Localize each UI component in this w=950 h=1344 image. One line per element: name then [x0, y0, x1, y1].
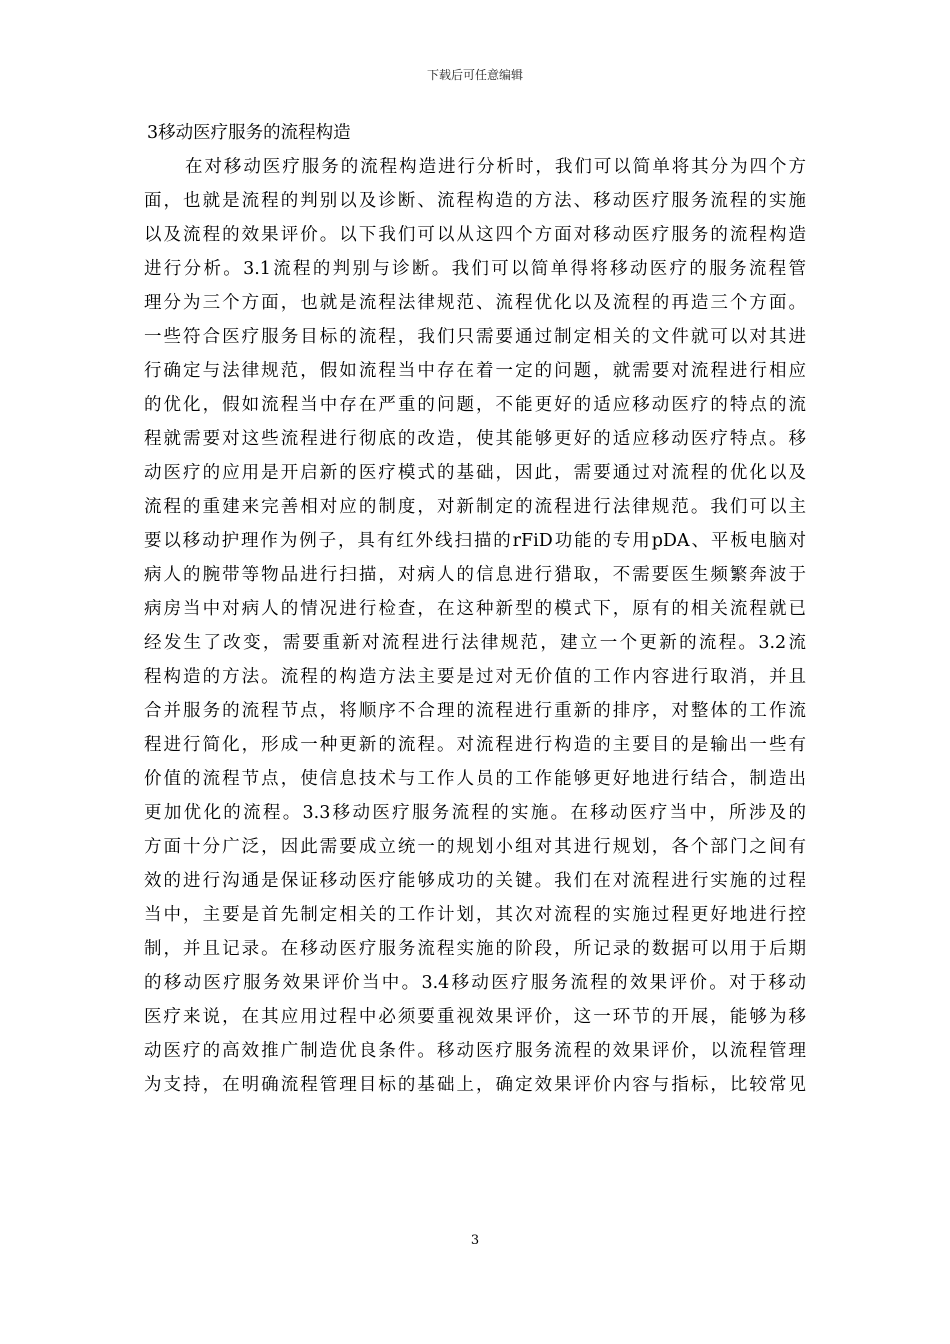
paragraph-line: 流程的重建来完善相对应的制度，对新制定的流程进行法律规范。我们可以主 — [144, 497, 806, 517]
paragraph-line: 病人的腕带等物品进行扫描，对病人的信息进行猎取，不需要医生频繁奔波于 — [144, 565, 806, 585]
paragraph-line: 合并服务的流程节点，将顺序不合理的流程进行重新的排序，对整体的工作流 — [144, 701, 806, 721]
paragraph-line: 经发生了改变，需要重新对流程进行法律规范，建立一个更新的流程。3.2流 — [144, 633, 806, 653]
paragraph-line: 方面十分广泛，因此需要成立统一的规划小组对其进行规划，各个部门之间有 — [144, 837, 806, 857]
paragraph-line: 要以移动护理作为例子，具有红外线扫描的rFiD功能的专用pDA、平板电脑对 — [144, 531, 806, 551]
paragraph-line: 在对移动医疗服务的流程构造进行分析时，我们可以简单将其分为四个方 — [185, 157, 806, 177]
paragraph-line: 理分为三个方面，也就是流程法律规范、流程优化以及流程的再造三个方面。 — [144, 293, 806, 313]
paragraph-line: 制，并且记录。在移动医疗服务流程实施的阶段，所记录的数据可以用于后期 — [144, 939, 806, 959]
paragraph-line: 动医疗的高效推广制造优良条件。移动医疗服务流程的效果评价，以流程管理 — [144, 1041, 806, 1061]
paragraph-line: 病房当中对病人的情况进行检查，在这种新型的模式下，原有的相关流程就已 — [144, 599, 806, 619]
paragraph-line: 的移动医疗服务效果评价当中。3.4移动医疗服务流程的效果评价。对于移动 — [144, 973, 806, 993]
paragraph-line: 程进行简化，形成一种更新的流程。对流程进行构造的主要目的是输出一些有 — [144, 735, 806, 755]
paragraph-line: 当中，主要是首先制定相关的工作计划，其次对流程的实施过程更好地进行控 — [144, 905, 806, 925]
paragraph-line: 的优化，假如流程当中存在严重的问题，不能更好的适应移动医疗的特点的流 — [144, 395, 806, 415]
paragraph-line: 动医疗的应用是开启新的医疗模式的基础，因此，需要通过对流程的优化以及 — [144, 463, 806, 483]
paragraph-line: 医疗来说，在其应用过程中必须要重视效果评价，这一环节的开展，能够为移 — [144, 1007, 806, 1027]
paragraph-line: 一些符合医疗服务目标的流程，我们只需要通过制定相关的文件就可以对其进 — [144, 327, 806, 347]
paragraph-line: 以及流程的效果评价。以下我们可以从这四个方面对移动医疗服务的流程构造 — [144, 225, 806, 245]
document-body — [144, 116, 806, 1102]
paragraph-line: 面，也就是流程的判别以及诊断、流程构造的方法、移动医疗服务流程的实施 — [144, 191, 806, 211]
paragraph-line: 价值的流程节点，使信息技术与工作人员的工作能够更好地进行结合，制造出 — [144, 769, 806, 789]
page-header: 下载后可任意编辑 — [426, 68, 523, 82]
paragraph-line: 进行分析。3.1流程的判别与诊断。我们可以简单得将移动医疗的服务流程管 — [144, 259, 806, 279]
paragraph-line: 更加优化的流程。3.3移动医疗服务流程的实施。在移动医疗当中，所涉及的 — [144, 803, 806, 823]
paragraph-line: 效的进行沟通是保证移动医疗能够成功的关键。我们在对流程进行实施的过程 — [144, 871, 806, 891]
paragraph-line: 程构造的方法。流程的构造方法主要是过对无价值的工作内容进行取消，并且 — [144, 667, 806, 687]
page-number: 3 — [470, 1233, 480, 1248]
paragraph-line: 程就需要对这些流程进行彻底的改造，使其能够更好的适应移动医疗特点。移 — [144, 429, 806, 449]
paragraph-line: 为支持，在明确流程管理目标的基础上，确定效果评价内容与指标，比较常见 — [144, 1075, 806, 1095]
section-heading: 3移动医疗服务的流程构造 — [147, 123, 351, 143]
paragraph-line: 行确定与法律规范，假如流程当中存在着一定的问题，就需要对流程进行相应 — [144, 361, 806, 381]
